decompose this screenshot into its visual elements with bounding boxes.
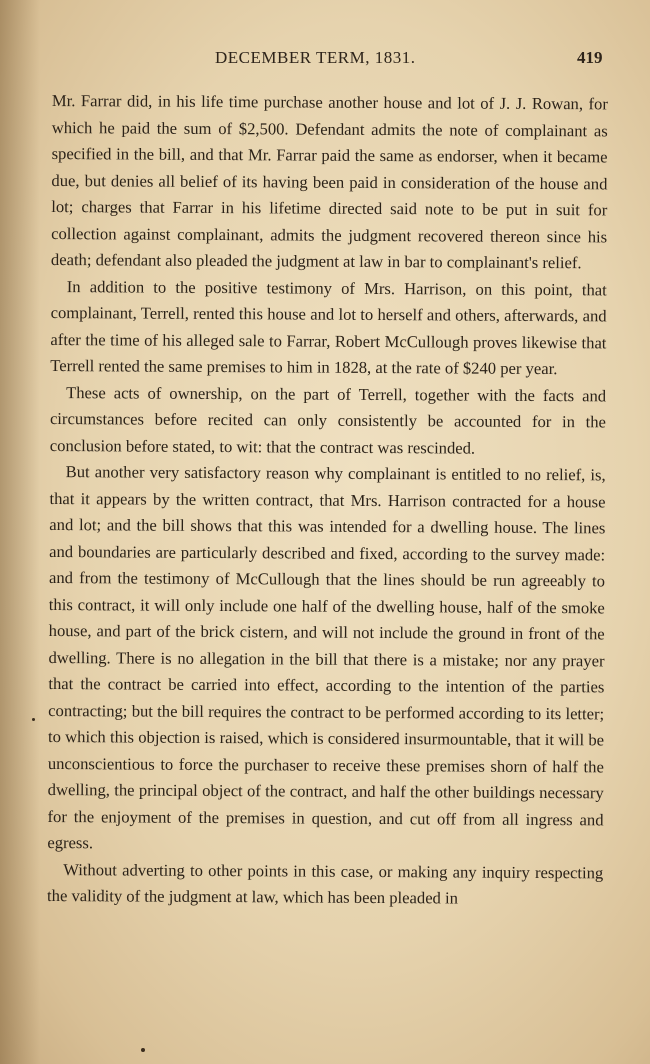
paragraph-2: In addition to the positive testimony of Mrs. Harrison, on this point, that complainant, Terrell, rented this house and lot to herself and others, afterwards, and after the time of his alleged sale to Farrar, Robert McCullough proves likewise that Terrell rented the same premises to him in 1828, at the rate of $240 per year.: [50, 276, 607, 379]
gutter-shadow: [0, 0, 40, 1064]
running-title: DECEMBER TERM, 1831.: [215, 48, 416, 67]
body-text: [47, 88, 608, 913]
paragraph-5: Without adverting to other points in this case, or making any inquiry respecting the validity of the judgment at law, which has been pleaded in: [47, 859, 604, 908]
paragraph-1: Mr. Farrar did, in his life time purchase another house and lot of J. J. Rowan, for which he paid the sum of $2,500. Defendant admits the note of complainant as specified in the bill, and that Mr. Farrar paid the same as endorser, when it became due, but denies all belief of its having been paid in consideration of the house and lot; charges that Farrar in his lifetime directed said note to be put in suit for collection against complainant, admits the judgment recovered thereon since his death; defendant also pleaded the judgment at law in bar to complainant's relief.: [50, 90, 608, 273]
paragraph-4: But another very satisfactory reason why complainant is entitled to no relief, is, that it appears by the written contract, that Mrs. Harrison contracted for a house and lot; and the bill shows that this was intended for a dwelling house. The lines and boundaries are particularly described and fixed, according to the survey made: and from the testimony of McCullough that the lines should be run agreeably to this contract, it will only include one half of the dwelling house, half of the smoke house, and part of the brick cistern, and will not include the ground in front of the dwelling. There is no allegation in the bill that there is a mistake; nor any prayer that the contract be carried into effect, according to the intention of the parties contracting; but the bill requires the contract to be performed according to its letter; to which this objection is raised, which is considered insurmountable, that it will be unconscientious to force the purchaser to receive these premises shorn of half the dwelling, the principal object of the contract, and half the other buildings necessary for the enjoyment of the premises in question, and cut off from all ingress and egress.: [47, 462, 606, 853]
running-head: [0, 46, 650, 72]
page-number: 419: [577, 48, 603, 67]
paper-speck: [32, 718, 35, 721]
paragraph-3: These acts of ownership, on the part of Terrell, together with the facts and circumstances before recited can only consistently be accounted for in the conclusion before stated, to wit: that the contract was rescinded.: [49, 382, 607, 458]
paper-speck: [141, 1048, 145, 1052]
